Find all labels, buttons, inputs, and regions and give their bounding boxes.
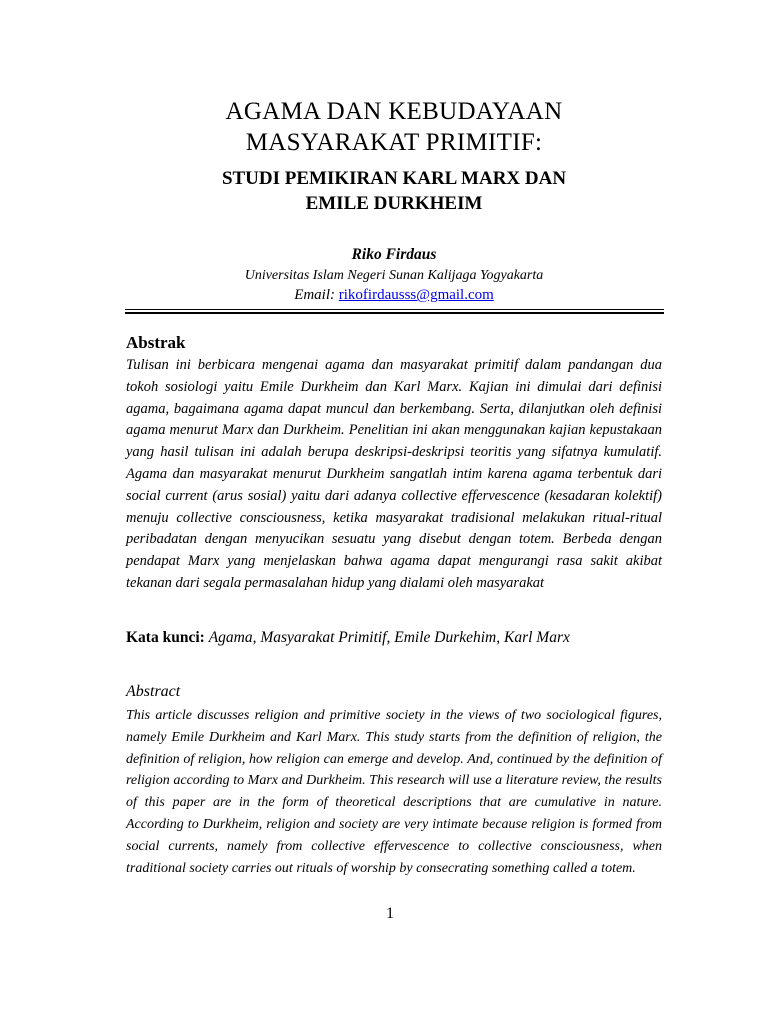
email-link[interactable]: rikofirdausss@gmail.com	[338, 287, 494, 303]
email-label: Email:	[294, 287, 336, 303]
paper-title-line-1: AGAMA DAN KEBUDAYAAN	[225, 98, 563, 125]
page-number: 1	[386, 905, 394, 922]
paper-title	[120, 96, 668, 158]
author-email-line	[120, 287, 668, 304]
abstract-body: This article discusses religion and primitive society in the views of two sociological figures, namely Emile Durkheim and Karl Marx. This study starts from the definition of religion, the definition of religion, how religion can emerge and develop. And, continued by the definition of religion according to Marx and Durkheim. This research will use a literature review, the results of this paper are in the form of theoretical descriptions that are cumulative in nature. According to Durkheim, religion and society are very intimate because religion is formed from social currents, namely from collective effervescence to collective consciousness, when traditional society carries out rituals of worship by consecrating something called a totem.	[126, 708, 662, 876]
paper-subtitle-line-1: STUDI PEMIKIRAN KARL MARX DAN	[221, 168, 567, 189]
paper-subtitle	[120, 166, 668, 216]
keywords	[126, 629, 666, 647]
abstrak-heading: Abstrak	[126, 333, 186, 352]
header-rule-thick	[125, 312, 664, 314]
author-affiliation: Universitas Islam Negeri Sunan Kalijaga Yogyakarta	[244, 268, 544, 283]
abstrak-body: Tulisan ini berbicara mengenai agama dan masyarakat primitif dalam pandangan dua tokoh sosiologi yaitu Emile Durkheim dan Karl Marx. Kajian ini dimulai dari definisi agama, bagaimana agama dapat muncul dan berkembang. Serta, dilanjutkan oleh definisi agama menurut Marx dan Durkheim. Penelitian ini akan menggunakan kajian kepustakaan yang hasil tulisan ini adalah berupa deskripsi-deskripsi teoritis yang sifatnya kumulatif. Agama dan masyarakat menurut Durkheim sangatlah intim karena agama terbentuk dari social current (arus sosial) yaitu dari adanya collective effervescence (kesadaran kolektif) menuju collective consciousness, ketika masyarakat tradisional melakukan ritual-ritual peribadatan dengan menyucikan sesuatu yang disebut dengan totem. Berbeda dengan pendapat Marx yang menjelaskan bahwa agama dapat mengurangi rasa sakit akibat tekanan dari segala permasalahan hidup yang dialami oleh masyarakat	[126, 357, 662, 591]
keywords-text: Agama, Masyarakat Primitif, Emile Durkehim, Karl Marx	[208, 629, 570, 646]
abstract-heading: Abstract	[126, 683, 181, 700]
header-rule-thin	[125, 309, 664, 310]
author-name: Riko Firdaus	[351, 246, 437, 263]
paper-title-line-2: MASYARAKAT PRIMITIF:	[245, 129, 543, 156]
paper-subtitle-line-2: EMILE DURKHEIM	[305, 193, 483, 214]
keywords-label: Kata kunci:	[126, 629, 205, 646]
